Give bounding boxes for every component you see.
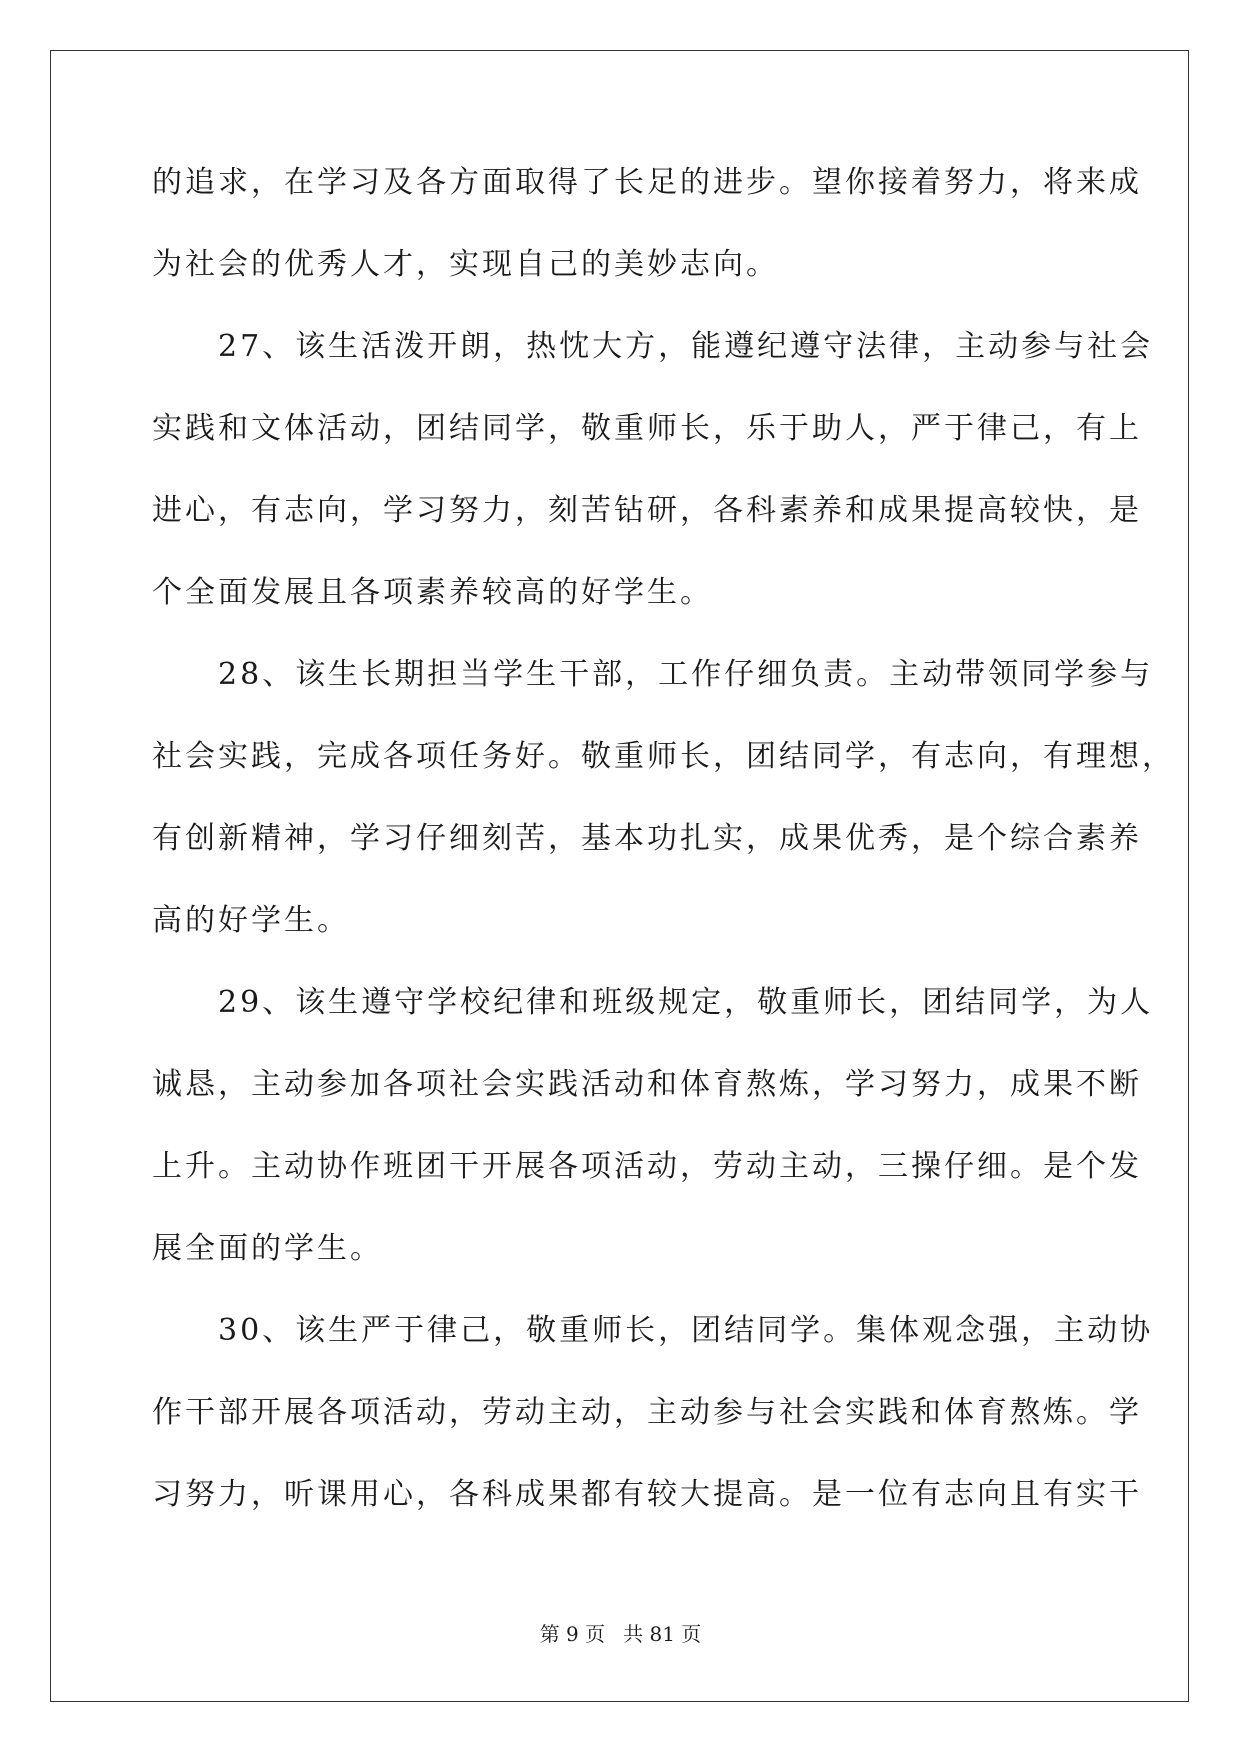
text-line: 进心，有志向，学习努力，刻苦钻研，各科素养和成果提高较快，是 xyxy=(152,493,1142,528)
text-line: 作干部开展各项活动，劳动主动，主动参与社会实践和体育熬炼。学 xyxy=(152,1395,1142,1430)
text-line: 展全面的学生。 xyxy=(152,1231,383,1266)
page-footer xyxy=(0,1621,1241,1647)
text-line: 29、该生遵守学校纪律和班级规定，敬重师长，团结同学，为人 xyxy=(152,985,1154,1020)
text-line: 社会实践，完成各项任务好。敬重师长，团结同学，有志向，有理想， xyxy=(152,739,1175,774)
text-line: 30、该生严于律己，敬重师长，团结同学。集体观念强，主动协 xyxy=(152,1313,1154,1348)
text-line: 习努力，听课用心，各科成果都有较大提高。是一位有志向且有实干 xyxy=(152,1477,1142,1512)
text-line: 27、该生活泼开朗，热忱大方，能遵纪遵守法律，主动参与社会 xyxy=(152,329,1154,364)
text-line: 个全面发展且各项素养较高的好学生。 xyxy=(152,575,713,610)
page-number: 第 9 页 xyxy=(539,1622,606,1646)
document-body xyxy=(152,160,1175,1554)
text-line: 28、该生长期担当学生干部，工作仔细负责。主动带领同学参与 xyxy=(152,657,1154,692)
total-pages: 共 81 页 xyxy=(623,1622,702,1646)
text-line: 有创新精神，学习仔细刻苦，基本功扎实，成果优秀，是个综合素养 xyxy=(152,821,1142,856)
text-line: 为社会的优秀人才，实现自己的美妙志向。 xyxy=(152,247,779,282)
text-line: 上升。主动协作班团干开展各项活动，劳动主动，三操仔细。是个发 xyxy=(152,1149,1142,1184)
text-line: 实践和文体活动，团结同学，敬重师长，乐于助人，严于律己，有上 xyxy=(152,411,1142,446)
text-line: 诚恳，主动参加各项社会实践活动和体育熬炼，学习努力，成果不断 xyxy=(152,1067,1142,1102)
text-line: 的追求，在学习及各方面取得了长足的进步。望你接着努力，将来成 xyxy=(152,165,1142,200)
text-line: 高的好学生。 xyxy=(152,903,350,938)
